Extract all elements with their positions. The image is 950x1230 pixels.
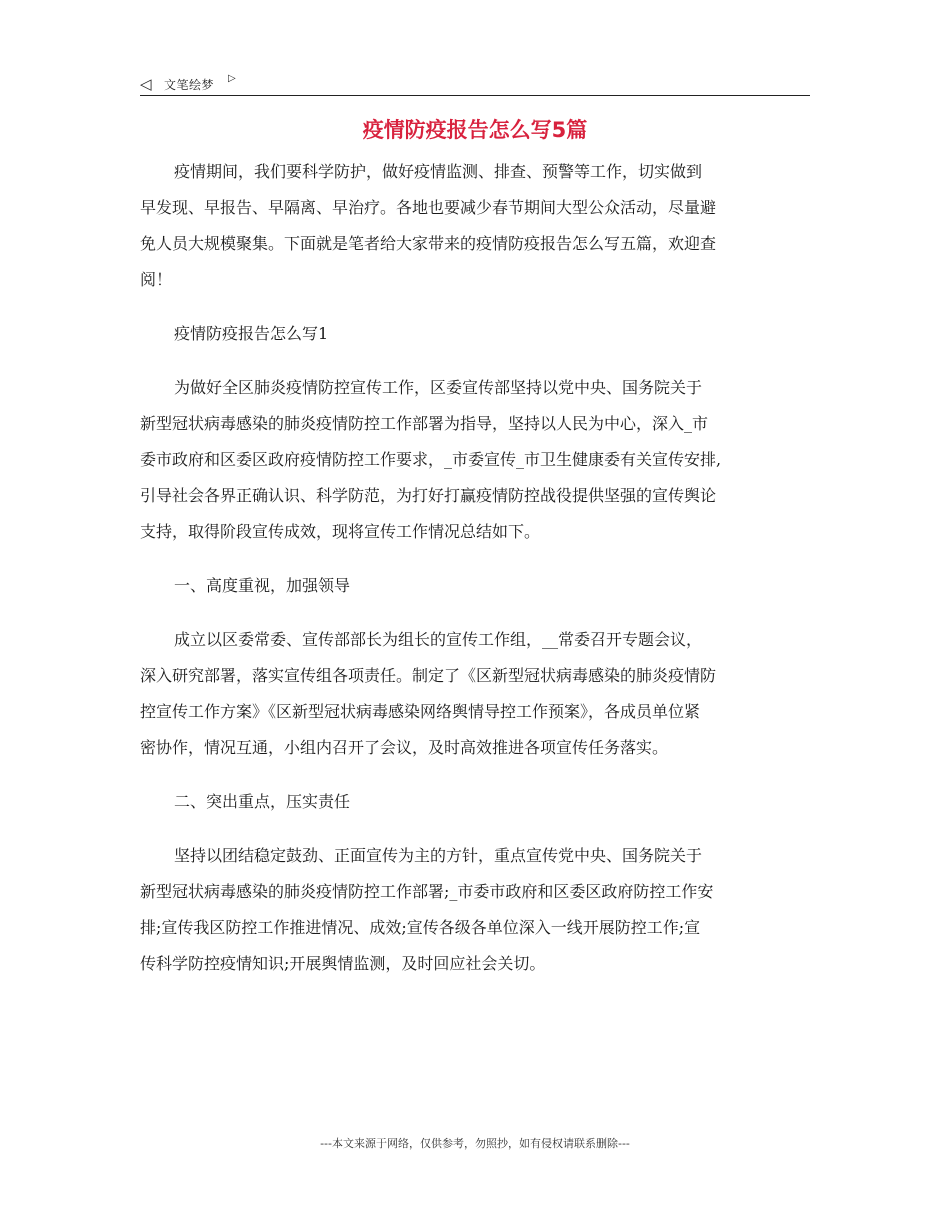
text-line: 传科学防控疫情知识;开展舆情监测，及时回应社会关切。 xyxy=(140,954,546,973)
brand-name: 文笔绘梦 xyxy=(164,78,215,92)
document-title: 疫情防疫报告怎么写5篇 xyxy=(362,118,588,142)
text-line: 阅！ xyxy=(140,270,173,289)
text-line: 引导社会各界正确认识、科学防范，为打好打赢疫情防控战役提供坚强的宣传舆论 xyxy=(140,486,717,505)
section-title: 疫情防疫报告怎么写1 xyxy=(174,324,329,343)
intro-paragraph xyxy=(140,154,812,298)
text-line: 控宣传工作方案》《区新型冠状病毒感染网络舆情导控工作预案》，各成员单位紧 xyxy=(140,702,701,721)
text-line: 免人员大规模聚集。下面就是笔者给大家带来的疫情防疫报告怎么写五篇，欢迎查 xyxy=(140,234,717,253)
text-line: 成立以区委常委、宣传部部长为组长的宣传工作组，__常委召开专题会议， xyxy=(174,630,703,649)
text-line: 坚持以团结稳定鼓劲、正面宣传为主的方针，重点宣传党中央、国务院关于 xyxy=(174,846,703,865)
body-paragraph-2 xyxy=(140,622,812,766)
text-line: 新型冠状病毒感染的肺炎疫情防控工作部署为指导，坚持以人民为中心，深入_市 xyxy=(140,414,709,433)
text-line: 支持，取得阶段宣传成效，现将宣传工作情况总结如下。 xyxy=(140,522,541,541)
triangle-right-icon: ▷ xyxy=(228,73,236,84)
text-line: 为做好全区肺炎疫情防控宣传工作，区委宣传部坚持以党中央、国务院关于 xyxy=(174,378,703,397)
page-footer: ---本文来源于网络，仅供参考，勿照抄，如有侵权请联系删除--- xyxy=(320,1137,630,1150)
body-paragraph-3 xyxy=(140,838,812,982)
text-line: 密协作，情况互通，小组内召开了会议，及时高效推进各项宣传任务落实。 xyxy=(140,738,669,757)
document-body xyxy=(140,154,812,1000)
text-line: 委市政府和区委区政府疫情防控工作要求，_市委宣传_市卫生健康委有关宣传安排, xyxy=(140,450,722,469)
triangle-left-icon: ◁ xyxy=(140,75,152,93)
text-line: 早发现、早报告、早隔离、早治疗。各地也要减少春节期间大型公众活动，尽量避 xyxy=(140,198,717,217)
page-header xyxy=(140,72,810,96)
heading-1: 一、高度重视，加强领导 xyxy=(174,576,351,595)
text-line: 疫情期间，我们要科学防护，做好疫情监测、排查、预警等工作，切实做到 xyxy=(174,162,703,181)
text-line: 排;宣传我区防控工作推进情况、成效;宣传各级各单位深入一线开展防控工作;宣 xyxy=(140,918,701,937)
heading-2: 二、突出重点，压实责任 xyxy=(174,792,351,811)
header-divider xyxy=(140,95,810,96)
text-line: 深入研究部署，落实宣传组各项责任。制定了《区新型冠状病毒感染的肺炎疫情防 xyxy=(140,666,717,685)
text-line: 新型冠状病毒感染的肺炎疫情防控工作部署;_市委市政府和区委区政府防控工作安 xyxy=(140,882,714,901)
body-paragraph-1 xyxy=(140,370,812,550)
